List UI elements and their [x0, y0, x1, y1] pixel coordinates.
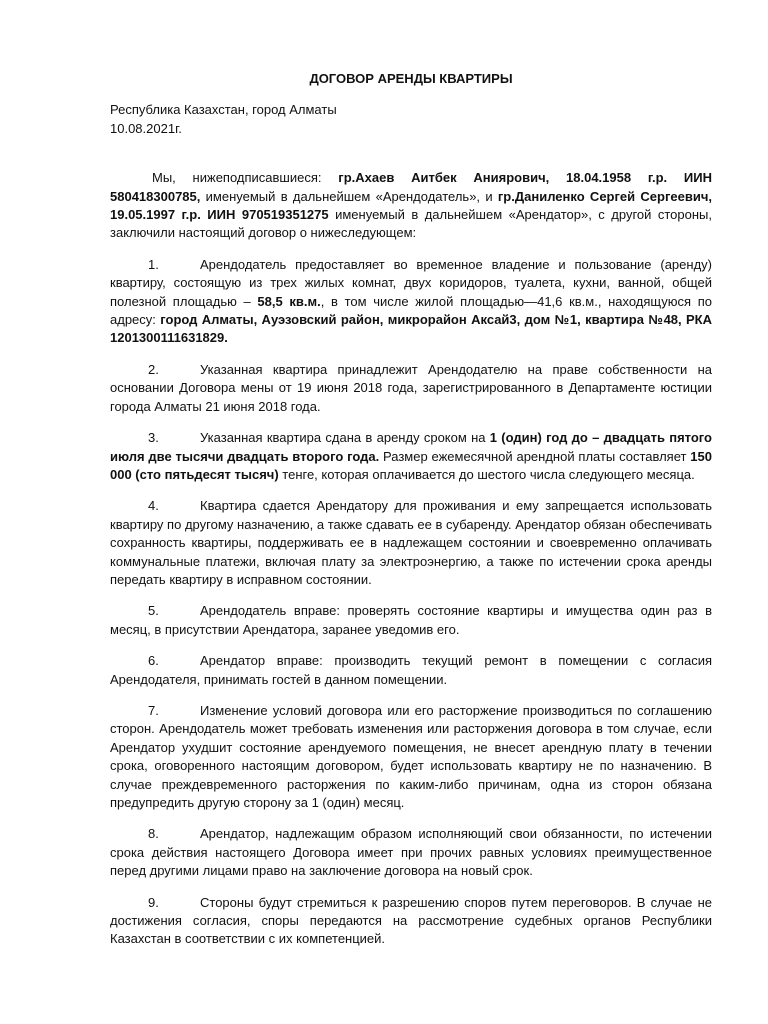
document-title: ДОГОВОР АРЕНДЫ КВАРТИРЫ	[309, 71, 513, 86]
clause-7	[110, 702, 712, 812]
clause-term: 1 (один) год до – двадцать пятого июля две тысячи двадцать второго года.	[110, 430, 712, 464]
clause-text: Стороны будут стремиться к разрешению споров путем переговоров. В случае не достижения согласия, споры передаются на рассмотрение судебных органов Республики Казахстан в соответствии с их компетенцией.	[110, 894, 712, 947]
clause-number: 5.	[148, 603, 159, 619]
clause-text: Размер ежемесячной арендной платы составляет	[379, 448, 691, 464]
clause-text: Арендодатель предоставляет во временное владение и пользование (аренду) квартиру, состоящую из трех жилых комнат, двух коридоров, туалета, кухни, ванной, общей полезной площадью –	[110, 256, 712, 309]
clause-1	[110, 256, 712, 348]
clause-text: Арендатор, надлежащим образом исполняющий свои обязанности, по истечении срока действия настоящего Договора имеет при прочих равных условиях преимущественное перед другими лицами право на заключение договора на новый срок.	[110, 826, 712, 879]
intro-paragraph	[110, 169, 712, 243]
clause-number: 6.	[148, 653, 159, 669]
contract-place: Республика Казахстан, город Алматы	[110, 102, 337, 118]
clause-text: Указанная квартира сдана в аренду сроком на	[200, 430, 490, 446]
clause-number: 2.	[148, 361, 159, 377]
clause-5	[110, 602, 712, 639]
clause-4	[110, 497, 712, 589]
clause-text: Арендатор вправе: производить текущий ремонт в помещении с согласия Арендодателя, принимать гостей в данном помещении.	[110, 653, 712, 687]
clause-number: 7.	[148, 702, 159, 718]
intro-text: Мы, нижеподписавшиеся:	[152, 170, 339, 186]
contract-date: 10.08.2021г.	[110, 120, 182, 136]
clause-rent-amount: 150 000 (сто пятьдесят тысяч)	[110, 448, 712, 482]
landlord-details: гр.Ахаев Аитбек Аниярович, 18.04.1958 г.р. ИИН 580418300785,	[110, 170, 712, 204]
clause-number: 4.	[148, 498, 159, 514]
clause-area: 58,5 кв.м.	[257, 293, 321, 309]
clause-text: Арендодатель вправе: проверять состояние квартиры и имущества один раз в месяц, в присутствии Арендатора, заранее уведомив его.	[110, 603, 712, 637]
clause-address: город Алматы, Ауэзовский район, микрорайон Аксай3, дом №1, квартира №48, РКА 1201300111631829.	[110, 312, 713, 346]
clause-number: 8.	[148, 826, 159, 842]
clause-2	[110, 361, 712, 416]
intro-text: именуемый в дальнейшем «Арендодатель», и	[200, 188, 498, 204]
clause-3	[110, 429, 712, 484]
clause-6	[110, 652, 712, 689]
intro-text: именуемый в дальнейшем «Арендатор», с другой стороны, заключили настоящий договор о нижеследующем:	[110, 207, 713, 241]
clause-number: 9.	[148, 894, 159, 910]
clause-text: тенге, которая оплачивается до шестого числа следующего месяца.	[278, 466, 695, 482]
clause-8	[110, 825, 712, 880]
clause-text: Изменение условий договора или его расторжение производиться по соглашению сторон. Арендодатель может требовать изменения или расторжения договора в том случае, если Арендатор ухудшит состояние арендуемого помещения, не внесет арендную плату в течении срока, оговоренного настоящим договором, будет использовать квартиру не по назначению. В случае преждевременного расторжения по каким-либо причинам, одна из сторон обязана предупредить другую сторону за 1 (один) месяц.	[110, 702, 712, 810]
clause-number: 3.	[148, 430, 159, 446]
clause-text: Указанная квартира принадлежит Арендодателю на праве собственности на основании Договора мены от 19 июня 2018 года, зарегистрированного в Департаменте юстиции города Алматы 21 июня 2018 года.	[110, 361, 712, 414]
clause-number: 1.	[148, 256, 159, 272]
clause-text: , в том числе жилой площадью—41,6 кв.м., находящуюся по адресу:	[110, 293, 712, 328]
clause-text: Квартира сдается Арендатору для проживания и ему запрещается использовать квартиру по другому назначению, а также сдавать ее в субаренду. Арендатор обязан обеспечивать сохранность квартиры, поддерживать ее в надлежащем состоянии и своевременно оплачивать коммунальные платежи, включая плату за электроэнергию, а также по истечении срока аренды передать квартиру в исправном состоянии.	[110, 498, 712, 587]
tenant-details: гр.Даниленко Сергей Сергеевич, 19.05.1997 г.р. ИИН 970519351275	[110, 188, 712, 223]
clause-9	[110, 894, 712, 949]
